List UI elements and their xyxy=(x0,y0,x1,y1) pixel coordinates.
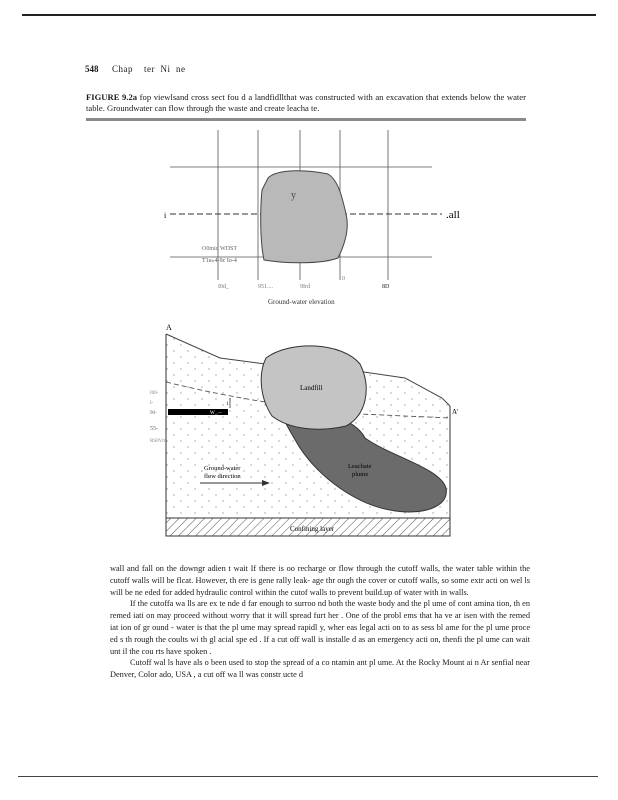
confining-layer-label: Confining layer xyxy=(290,525,335,533)
label-a-prime: A' xyxy=(452,408,459,416)
landfill-mark: y xyxy=(291,190,296,201)
elevation-tick: 55- xyxy=(150,426,158,432)
landfill-outline xyxy=(261,171,348,263)
flow-label-2: flow direction xyxy=(204,473,241,480)
figure-caption xyxy=(86,92,526,114)
body-paragraph: wall and fall on the downgr adien t wait If there is oo recharge or flow through the cutoff walls, the water table within the cutoff walls will be flcat. However, th ere is gene rally leak- age thr ough the cover or cutoff walls, so some extr acti on wel ls will be ne eded for added hydraulic control within the cutof walls to prevent build.up of water with in walls. xyxy=(110,564,530,597)
elevation-tick: RS0Vm xyxy=(150,439,167,444)
axis-label: I0d_ xyxy=(218,284,229,290)
axis-label: 9Ird xyxy=(300,284,310,290)
axis-label: 0 xyxy=(342,276,345,282)
elevation-tick: 90- xyxy=(150,411,157,416)
bottom-rule xyxy=(18,776,598,777)
body-paragraph: Cutoff wal ls have als o been used to stop the spread of a co ntamin ant pl ume. At the Rocky Mount ai n Ar senfial near Denver, Color ado, USA , a cut off wa ll was constr ucte d xyxy=(110,658,530,680)
elevation-tick: I00- xyxy=(150,391,159,396)
top-rule xyxy=(22,14,596,16)
axis-label: 8D xyxy=(382,284,390,290)
figure-caption-text: fop viewlsand cross sect fou d a landfidllthat was constructed with an excavation that extends below the water table. Groundwater can flow through the waste and create leacha te. xyxy=(86,92,526,113)
figure-label: FIGURE 9.2a xyxy=(86,92,138,102)
plan-view-map xyxy=(160,130,470,310)
axis-label: 951.... xyxy=(258,284,273,290)
contour-label-1: O0mid WDST xyxy=(202,246,238,252)
plume-label-2: plume xyxy=(352,471,369,478)
plume-label-1: Leachate xyxy=(348,463,372,470)
body-paragraph: If the cutoffa wa lls are ex te nde d far enough to surroo nd both the waste body and the pl ume of cont amina tion, th en remed iati on may proceed without worry that it will spread furt her . One of the probl ems that ha ve ar isen with the remed iat ion of gr ound - water is that the pl ume may spread rapidl y, wher eas legal acti on to as sess bl ame for the pl ume proce ed s th rough the coults wi th gl acial spe ed . If a cut off wall is installe d as an emergency acti on, thenfi the pl ume can wait unt il the cou rts have spoken . xyxy=(110,599,530,656)
page-number: 548 xyxy=(85,64,99,74)
contour-label-2: T1u«4-9c Io-4 xyxy=(202,258,237,264)
right-section-mark: .all xyxy=(446,209,460,221)
ground-water-elevation-label: Ground-water elevation xyxy=(268,298,335,306)
body-text xyxy=(110,563,530,681)
redacted-text: W_.-- xyxy=(210,411,222,416)
caption-rule xyxy=(86,118,526,121)
water-table-marker-label: 1 xyxy=(226,402,229,407)
flow-label-1: Ground-water xyxy=(204,465,241,472)
elevation-tick: I- xyxy=(150,401,154,406)
left-tick-label: i xyxy=(164,211,167,220)
cross-section-diagram xyxy=(150,318,480,546)
label-a: A xyxy=(166,323,172,332)
chapter-title: Chap ter Ni ne xyxy=(112,64,186,74)
landfill-label: Landfill xyxy=(300,384,323,392)
